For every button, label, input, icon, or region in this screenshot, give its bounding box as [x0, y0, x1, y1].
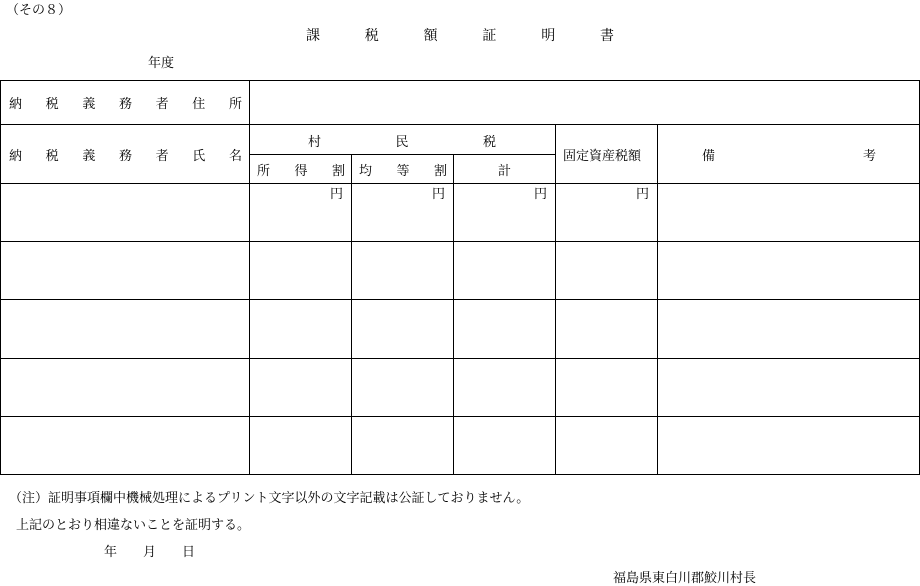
- issuer-name: 福島県東白川郡鮫川村長: [613, 571, 757, 586]
- fiscal-year-label: 年度: [148, 56, 175, 71]
- document-title: [306, 25, 614, 45]
- table-line-sub-header: [249, 154, 555, 155]
- yen-unit-per-capita: 円: [432, 187, 446, 202]
- table-line-top: [0, 80, 920, 81]
- title-char-4: 証: [482, 28, 497, 44]
- form-number: （その８）: [6, 3, 72, 18]
- title-char-2: 税: [364, 28, 379, 44]
- date-line: 年 月 日: [104, 545, 196, 560]
- table-line-left: [0, 80, 1, 475]
- remarks-label: 備 考: [702, 148, 876, 164]
- table-line-row-2: [0, 299, 920, 300]
- per-capita-levy-label: 均 等 割: [359, 163, 447, 179]
- table-line-row-4: [0, 416, 920, 417]
- certification-text: 上記のとおり相違ないことを証明する。: [16, 518, 251, 533]
- title-char-1: 課: [306, 28, 320, 44]
- table-line-col-1: [249, 80, 250, 475]
- yen-unit-income-levy: 円: [330, 187, 344, 202]
- yen-unit-fixed-asset: 円: [636, 187, 650, 202]
- taxpayer-address-label: 納 税 義 務 者 住 所: [9, 96, 242, 112]
- table-line-col-3: [453, 154, 454, 475]
- yen-unit-total: 円: [534, 187, 548, 202]
- table-line-row-3: [0, 358, 920, 359]
- income-levy-label: 所 得 割: [257, 163, 345, 179]
- table-line-col-4: [555, 124, 556, 475]
- taxpayer-name-label: 納 税 義 務 者 氏 名: [9, 148, 242, 164]
- note-text: （注）証明事項欄中機械処理によるプリント文字以外の文字記載は公証しておりません。: [9, 491, 530, 506]
- table-line-2: [0, 124, 920, 125]
- title-char-5: 明: [541, 28, 556, 44]
- village-tax-label: 村 民 税: [308, 134, 496, 150]
- total-label: 計: [498, 164, 512, 179]
- title-char-3: 額: [423, 28, 438, 44]
- table-line-header-bottom: [0, 183, 920, 184]
- table-line-col-2: [351, 154, 352, 475]
- table-line-col-5: [657, 124, 658, 475]
- table-line-bottom: [0, 474, 920, 475]
- table-line-row-1: [0, 241, 920, 242]
- title-char-6: 書: [599, 28, 614, 44]
- fixed-asset-tax-label: 固定資産税額: [563, 149, 642, 164]
